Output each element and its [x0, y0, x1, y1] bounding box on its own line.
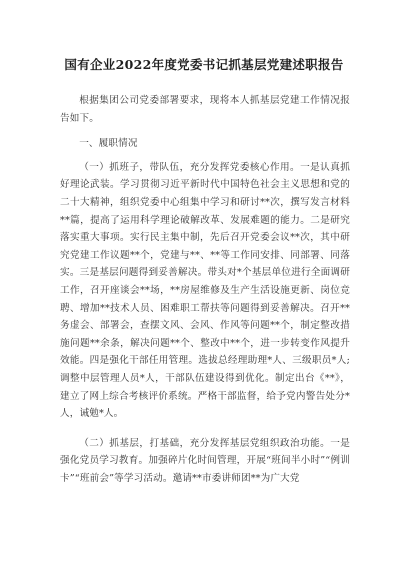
document-body — [60, 92, 350, 487]
section-heading: 一、履职情况 — [79, 138, 138, 150]
intro-paragraph: 根据集团公司党委部署要求，现将本人抓基层党建工作情况报告如下。 — [60, 95, 350, 124]
document-title: 国有企业2022年度党委书记抓基层党建述职报告 — [64, 57, 344, 72]
body-paragraph-1: （一）抓班子，带队伍，充分发挥党委核心作用。一是认真抓好理论武装。学习贯彻习近平新时代中国特色社会主义思想和党的二十大精神，组织党委中心组集中学习和研讨**次，撰写发言材料**篇，提高了运用科学理论破解改革、发展难题的能力。二是研究落实重大事项。实行民主集中制，先后召开党委会议**次，其中研究党建工作议题**个，党建与**、**等工作同安排、同部署、同落实。三是基层问题得到妥善解决。带头对*个基层单位进行全面调研工作，召开座谈会**场，**房屋维修及生产生活设施更新、岗位竞聘、增加**技术人员、困难职工帮扶等问题得到妥善解决。召开**务虚会、部署会，查摆文风、会风、作风等问题**个，制定整改措施问题**余条，解决问题**个、整改中**个，进一步转变作风提升效能。四是强化干部任用管理。选拔总经理助理*人、三级职员*人;调整中层管理人员*人，干部队伍建设得到优化。制定出台《**》，建立了网上综合考核评价系统。严格干部监督，给予党内警告处分*人，诫勉*人。 — [60, 161, 350, 420]
body-paragraph-2: （二）抓基层，打基础，充分发挥基层党组织政治功能。一是强化党员学习教育。加强碎片化时间管理，开展“班间半小时”“例训卡”“班前会”等学习活动。邀请**市委讲师团**为广大党 — [60, 437, 350, 484]
